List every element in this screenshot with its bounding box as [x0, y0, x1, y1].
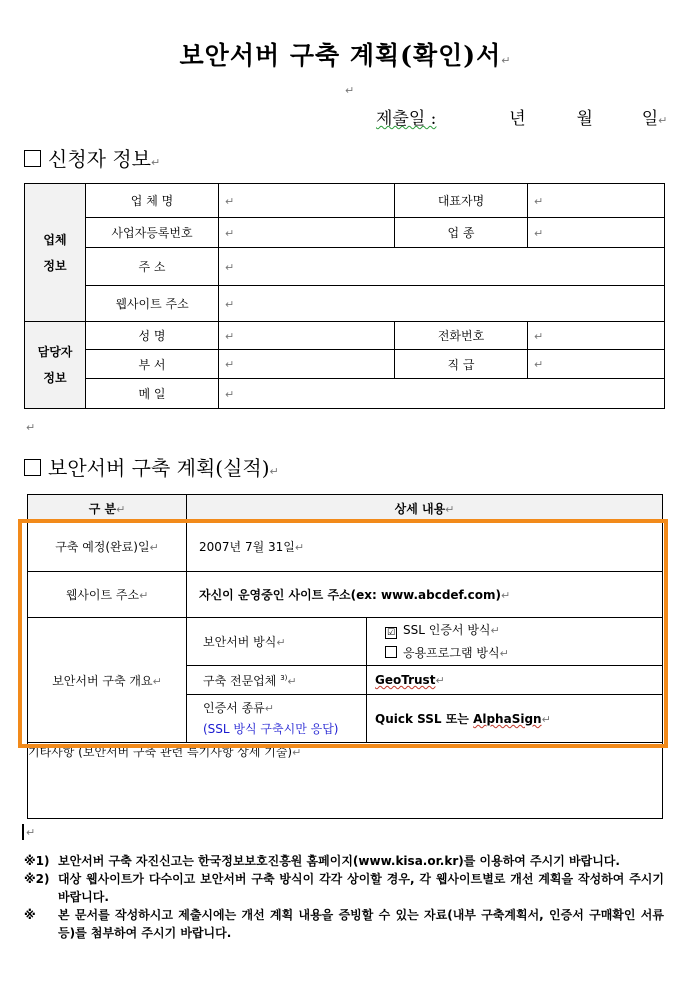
vendor-label: 구축 전문업체 $^{3)}$↵	[187, 666, 367, 695]
department-field[interactable]: ↵	[219, 350, 395, 379]
website-label: 웹사이트 주소	[86, 286, 219, 322]
website-field[interactable]: ↵	[219, 286, 665, 322]
applicant-table	[24, 183, 665, 409]
name-field[interactable]: ↵	[219, 322, 395, 350]
business-name-label: 업 체 명	[86, 184, 219, 218]
overview-label: 보안서버 구축 개요↵	[28, 618, 187, 743]
due-date-label: 구축 예정(완료)일↵	[28, 522, 187, 572]
cert-type-note: (SSL 방식 구축시만 응답)	[203, 722, 339, 736]
text-cursor	[22, 824, 24, 840]
date-year: 년	[509, 109, 526, 129]
address-field[interactable]: ↵	[219, 248, 665, 286]
date-label: 제출일 :	[376, 109, 437, 129]
date-month: 월	[576, 109, 593, 129]
checked-box-icon[interactable]: ☑	[386, 627, 396, 638]
square-bullet-icon	[24, 150, 41, 167]
unchecked-box-icon[interactable]	[385, 646, 397, 658]
business-reg-no-label: 사업자등록번호	[86, 218, 219, 248]
footnote-3: ※ 본 문서를 작성하시고 제출시에는 개선 계획 내용을 증빙할 수 있는 자료(내부 구축계획서, 인증서 구매확인 서류 등)를 첨부하여 주시기 바랍니다.	[24, 908, 664, 940]
paragraph-mark: ↵	[345, 84, 355, 97]
name-label: 성 명	[86, 322, 219, 350]
plan-table	[27, 494, 663, 819]
server-method-options	[367, 618, 663, 666]
email-label: 메 일	[86, 379, 219, 409]
phone-field[interactable]: ↵	[528, 322, 665, 350]
representative-field[interactable]: ↵	[528, 184, 665, 218]
footnotes	[24, 852, 664, 942]
business-type-label: 업 종	[395, 218, 528, 248]
document-title: 보안서버 구축 계획(확인)서↵	[179, 41, 512, 70]
business-name-field[interactable]: ↵	[219, 184, 395, 218]
detail-header: 상세 내용↵	[187, 495, 663, 522]
date-day: 일	[641, 109, 659, 129]
business-reg-no-field[interactable]: ↵	[219, 218, 395, 248]
server-method-label: 보안서버 방식↵	[187, 618, 367, 666]
position-field[interactable]: ↵	[528, 350, 665, 379]
vendor-field[interactable]: GeoTrust↵	[367, 666, 663, 695]
section-applicant-heading: 신청자 정보↵	[24, 143, 160, 172]
app-method-option[interactable]: 응용프로그램 방식↵	[385, 642, 662, 665]
square-bullet-icon	[24, 459, 41, 476]
section-plan-heading: 보안서버 구축 계획(실적)↵	[24, 452, 279, 481]
cert-type-label: 인증서 종류↵ (SSL 방식 구축시만 응답)	[187, 695, 367, 743]
other-notes-field[interactable]: 기타사항 (보안서버 구축 관련 특기사항 상세 기술)↵	[28, 743, 663, 819]
due-date-field[interactable]: 2007년 7월 31일↵	[187, 522, 663, 572]
site-address-label: 웹사이트 주소↵	[28, 572, 187, 618]
representative-label: 대표자명	[395, 184, 528, 218]
site-address-field[interactable]: 자신이 운영중인 사이트 주소(ex: www.abcdef.com)↵	[187, 572, 663, 618]
category-header: 구 분↵	[28, 495, 187, 522]
company-info-group: 업체 정보	[25, 184, 86, 322]
paragraph-mark: ↵	[26, 421, 36, 434]
footnote-2: ※2) 대상 웹사이트가 다수이고 보안서버 구축 방식이 각각 상이할 경우, 각 웹사이트별로 개선 계획을 작성하여 주시기 바랍니다.	[24, 872, 664, 904]
email-field[interactable]: ↵	[219, 379, 665, 409]
address-label: 주 소	[86, 248, 219, 286]
phone-label: 전화번호	[395, 322, 528, 350]
ssl-method-option[interactable]: ☑ SSL 인증서 방식↵	[386, 622, 500, 638]
cert-type-field[interactable]: Quick SSL 또는 AlphaSign↵	[367, 695, 663, 743]
submission-date[interactable]: 제출일 : 년 월 일↵	[376, 109, 668, 129]
position-label: 직 급	[395, 350, 528, 379]
paragraph-mark: ↵	[26, 826, 36, 839]
footnote-1: ※1) 보안서버 구축 자진신고는 한국정보보호진흥원 홈페이지(www.kisa.or.kr)를 이용하여 주시기 바랍니다.	[24, 854, 620, 868]
department-label: 부 서	[86, 350, 219, 379]
business-type-field[interactable]: ↵	[528, 218, 665, 248]
contact-info-group: 담당자 정보	[25, 322, 86, 409]
